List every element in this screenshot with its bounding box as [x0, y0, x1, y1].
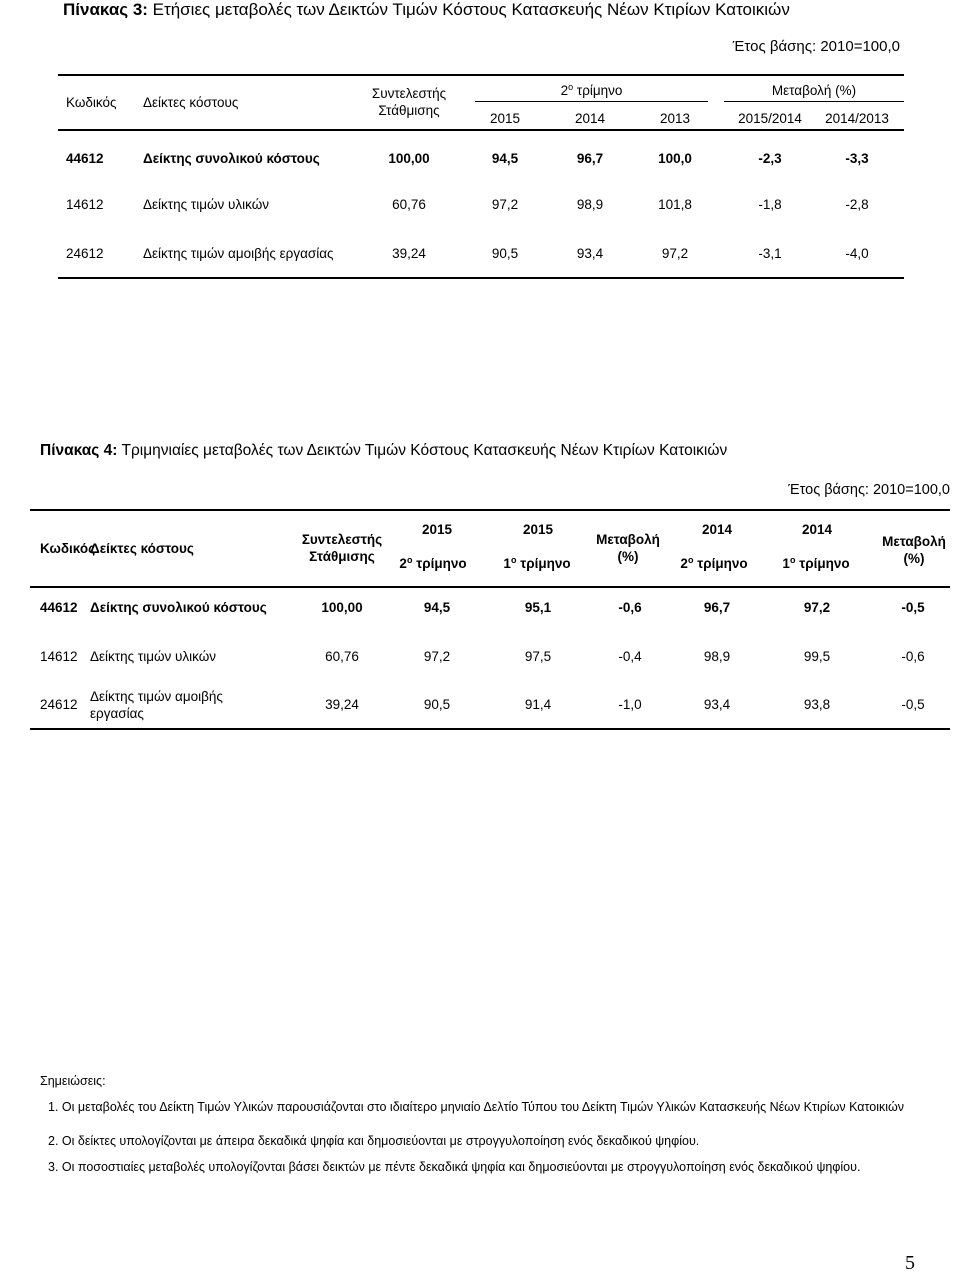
table4-row3-f: -0,5 [901, 697, 925, 712]
table3-row3-name: Δείκτης τιμών αμοιβής εργασίας [143, 246, 334, 261]
table3-row2-ch1: -1,8 [758, 197, 782, 212]
table3-row3-ch1: -3,1 [758, 246, 782, 261]
table3-header-rule [58, 129, 904, 131]
table4-title-label: Πίνακας 4: [40, 442, 118, 459]
q-word: τρίμηνο [516, 556, 571, 571]
table3-row3-2014: 93,4 [576, 246, 604, 261]
table4-row2-code: 14612 [40, 649, 78, 664]
table4-row3-code: 24612 [40, 697, 78, 712]
table4-top-rule [30, 509, 950, 511]
table4-header-2015-a: 2015 [421, 522, 453, 537]
table3-row2-2014: 98,9 [576, 197, 604, 212]
q-sup: ο [789, 555, 796, 565]
table3-row2-2015: 97,2 [491, 197, 519, 212]
table4-header-code: Κωδικός [40, 541, 96, 556]
table3-title [63, 0, 790, 20]
table4-row3-name: Δείκτης τιμών αμοιβής εργασίας [90, 689, 223, 721]
table3-row1-weight: 100,00 [388, 151, 430, 166]
table4-row3-a: 90,5 [423, 697, 451, 712]
table4-header-q2-b [674, 555, 754, 572]
q1-num: 1 [782, 556, 790, 571]
table4-row1-name: Δείκτης συνολικού κόστους [90, 600, 267, 615]
note-2: 2. Οι δείκτες υπολογίζονται με άπειρα δεκαδικά ψηφία και δημοσιεύονται με στρογγυλοποίηση ενός δεκαδικού ψηφίου. [48, 1134, 700, 1148]
table3-row1-2014: 96,7 [576, 151, 604, 166]
table3-header-indices: Δείκτες κόστους [143, 95, 239, 110]
note-3: 3. Οι ποσοστιαίες μεταβολές υπολογίζονται βάσει δεικτών με πέντε δεκαδικά ψηφία και δημοσιεύονται με στρογγυλοποίηση ενός δεκαδικού ψηφίου. [48, 1160, 861, 1174]
table3-header-code: Κωδικός [66, 95, 117, 110]
table4-row2-c: -0,4 [618, 649, 642, 664]
table4-row1-c: -0,6 [618, 600, 642, 615]
table4-header-indices: Δείκτες κόστους [90, 541, 194, 556]
table3-header-2015: 2015 [489, 111, 521, 126]
table3-row2-name: Δείκτης τιμών υλικών [143, 197, 270, 212]
table3-row3-2013: 97,2 [661, 246, 689, 261]
table4-row3-b: 91,4 [524, 697, 552, 712]
q-word: τρίμηνο [412, 556, 467, 571]
q-word: τρίμηνο [795, 556, 850, 571]
table4-bottom-rule [30, 728, 950, 730]
table3-header-2014-2013: 2014/2013 [825, 111, 889, 126]
table4-row2-b: 97,5 [524, 649, 552, 664]
table4-row1-f: -0,5 [901, 600, 925, 615]
table4-header-q2-a [393, 555, 473, 572]
q1-num: 1 [503, 556, 511, 571]
table4-row2-a: 97,2 [423, 649, 451, 664]
table4-row3-c: -1,0 [618, 697, 642, 712]
table3-row1-name: Δείκτης συνολικού κόστους [143, 151, 320, 166]
table3-change-rule [724, 101, 904, 102]
q-word: τρίμηνο [693, 556, 748, 571]
table4-row2-weight: 60,76 [325, 649, 359, 664]
table3-header-quarter [475, 82, 708, 99]
table3-row2-weight: 60,76 [392, 197, 426, 212]
q-sup: ο [687, 555, 694, 565]
q2-num: 2 [680, 556, 688, 571]
table4-header-rule [30, 586, 950, 588]
table3-row3-weight: 39,24 [392, 246, 426, 261]
table3-title-label: Πίνακας 3: [63, 0, 148, 19]
table3-row3-ch2: -4,0 [845, 246, 869, 261]
table3-header-weight: Συντελεστής Στάθμισης [371, 86, 447, 118]
table3-row3-code: 24612 [66, 246, 104, 261]
table3-top-rule [58, 74, 904, 76]
table3-row3-2015: 90,5 [491, 246, 519, 261]
table3-quarter-rule [475, 101, 708, 102]
table4-row3-d: 93,4 [703, 697, 731, 712]
table3-row2-2013: 101,8 [658, 197, 692, 212]
table4-row3-weight: 39,24 [325, 697, 359, 712]
table4-row1-e: 97,2 [803, 600, 831, 615]
table4-row1-weight: 100,00 [321, 600, 363, 615]
table3-row1-2015: 94,5 [491, 151, 519, 166]
q-sup: ο [510, 555, 517, 565]
table4-header-change-b: Μεταβολή (%) [882, 534, 946, 566]
table3-quarter-word: τρίμηνο [573, 83, 623, 98]
table3-base-year: Έτος βάσης: 2010=100,0 [732, 38, 900, 55]
table4-row1-b: 95,1 [524, 600, 552, 615]
table4-header-2014-a: 2014 [701, 522, 733, 537]
table3-header-2014: 2014 [574, 111, 606, 126]
q2-num: 2 [399, 556, 407, 571]
table3-row1-ch1: -2,3 [758, 151, 782, 166]
table4-row2-d: 98,9 [703, 649, 731, 664]
table4-row2-e: 99,5 [803, 649, 831, 664]
table3-bottom-rule [58, 277, 904, 279]
table3-row2-ch2: -2,8 [845, 197, 869, 212]
table3-header-change: Μεταβολή (%) [771, 83, 857, 98]
table4-title-text: Τριμηνιαίες μεταβολές των Δεικτών Τιμών Κόστους Κατασκευής Νέων Κτιρίων Κατοικιών [117, 442, 728, 459]
page-number: 5 [905, 1252, 915, 1274]
q-sup: ο [406, 555, 413, 565]
table4-row2-name: Δείκτης τιμών υλικών [90, 649, 217, 664]
table4-header-2015-b: 2015 [522, 522, 554, 537]
table4-header-q1-a [497, 555, 577, 572]
table3-row1-2013: 100,0 [658, 151, 692, 166]
table4-row1-a: 94,5 [423, 600, 451, 615]
table4-row1-code: 44612 [40, 600, 78, 615]
table4-header-2014-b: 2014 [801, 522, 833, 537]
table3-quarter-sup: ο [568, 82, 574, 92]
table3-header-2015-2014: 2015/2014 [738, 111, 802, 126]
table4-header-weight: Συντελεστής Στάθμισης [301, 532, 383, 564]
table4-row1-d: 96,7 [703, 600, 731, 615]
table3-header-2013: 2013 [659, 111, 691, 126]
table3-quarter-num: 2 [560, 83, 569, 98]
table4-header-change-a: Μεταβολή (%) [596, 532, 660, 564]
table3-title-text: Ετήσιες μεταβολές των Δεικτών Τιμών Κόστους Κατασκευής Νέων Κτιρίων Κατοικιών [147, 0, 790, 19]
table3-row1-code: 44612 [66, 151, 104, 166]
table4-title [40, 442, 727, 460]
table4-row2-f: -0,6 [901, 649, 925, 664]
table4-row3-e: 93,8 [803, 697, 831, 712]
table3-row2-code: 14612 [66, 197, 104, 212]
table4-base-year: Έτος βάσης: 2010=100,0 [788, 482, 950, 498]
table4-header-q1-b [776, 555, 856, 572]
notes-heading: Σημειώσεις: [40, 1074, 106, 1088]
note-1: 1. Οι μεταβολές του Δείκτη Τιμών Υλικών παρουσιάζονται στο ιδιαίτερο μηνιαίο Δελτίο Τύπου του Δείκτη Τιμών Υλικών Κατασκευής Νέων Κτιρίων Κατοικιών [48, 1100, 905, 1114]
table3-row1-ch2: -3,3 [845, 151, 869, 166]
